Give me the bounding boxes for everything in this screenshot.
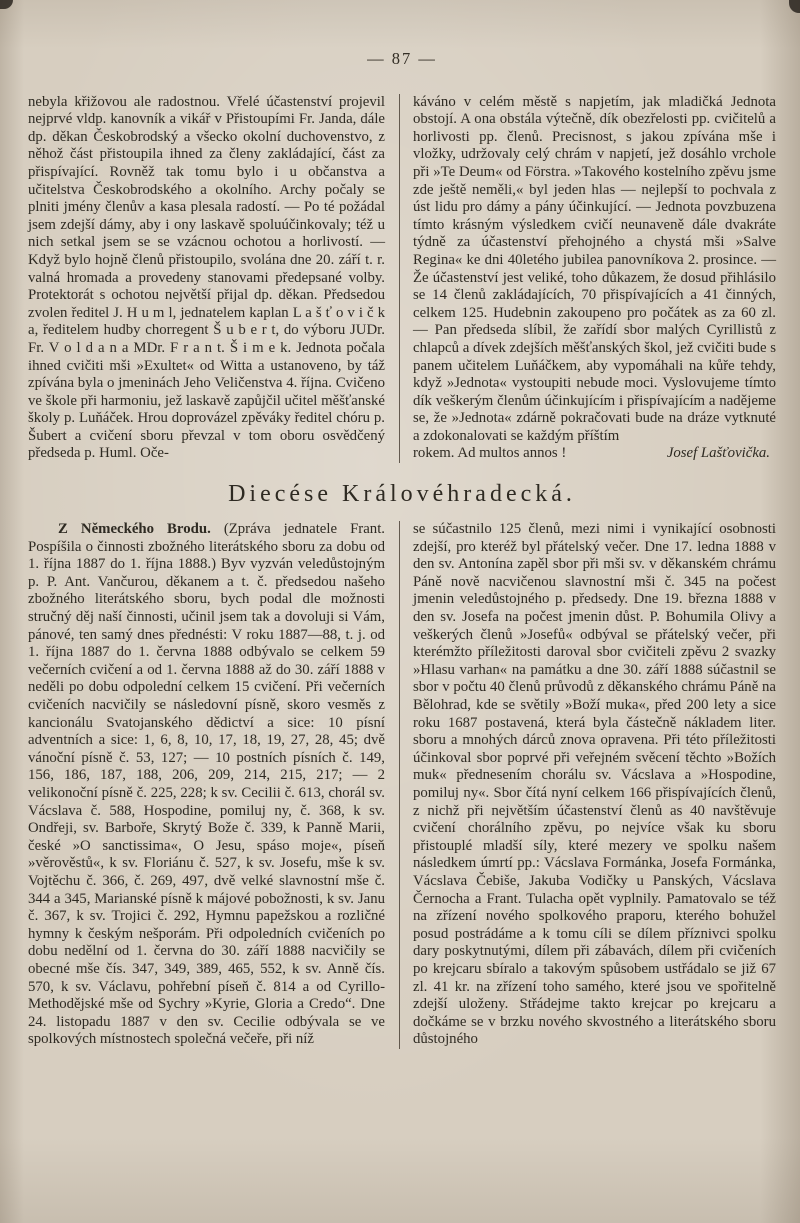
article1-closing-text: rokem. Ad multos annos ! [413,445,567,462]
article1-columns [28,94,776,463]
article1-right-column [400,94,776,463]
article1-left-column [28,94,400,463]
article2-left-paragraph [28,521,385,1049]
article1-right-text: káváno v celém městě s napjetím, jak mladičká Jednota obstojí. A ona obstála výtečně, dík obezřelosti pp. cvičitelů a horlivosti pp. členů. Precisnost, s jakou zpívána mše i vložky, udržovaly celý chrám v napjetí, jež dosáhlo vrchole při »Te Deum« od Förstra. »Takového kostelního zpěvu jsme zde ještě neměli,« byl jeden hlas — nejlepší to pochvala z úst lidu pro dámy a pány účinkující. — Jednota povzbuzena tímto krásným výsledkem cvičí neunaveně dále dvakráte týdně za účastenství přehojného a chystá mši »Salve Regina« ke dni 40letého jubilea panovníkova 2. prosince. — Že účastenství jest veliké, toho důkazem, že dosud přihlásilo se 14 členů zakládajících, 70 přispívajících a 41 činných, celkem 125. Hudebnin zakoupeno pro počátek as za 60 zl. — Pan předseda slíbil, že zařídí sbor malých Cyrillistů z chlapců a dívek zdejších měšťanských škol, jež cvičiti bude s panem učitelem Luňáčkem, aby vypomáhali na kůře tehdy, když »Jednota« vystoupiti nebude moci. Vyslovujeme tímto dík veškerým členům účinkujícím i přispívajícím a nadějeme se, že »Jednota« zdárně pokračovati bude na dráze vytknuté a zdokonalovati se každým příštím [413,93,776,444]
article1-left-text: nebyla křižovou ale radostnou. Vřelé účastenství projevil nejprvé vldp. kanovník a vikář v Přistoupími Fr. Janda, dále dp. děkan Českobrodský a všecko okolní duchovenstvo, z něhož část přistoupila ihned za členy zakládající, část za přispívající. Rovněž tak tomu bylo i u občanstva a učitelstva Českobrodského a okolního. Archy počaly se plniti jmény členův a kasa plesala radostí. — Po té požádal jsem zdejší dámy, aby i ony laskavě spoluúčinkovaly; též u nich setkal jsem se se vzácnou ochotou a horlivostí. — Když bylo hojně členů přistoupilo, svolána dne 20. září t. r. valná hromada a provedeny stanovami předepsané volby. Protektorát s ochotou největší přijal dp. děkan. Předsedou zvolen ředitel J. H u m l, jednatelem kaplan L a š ť o v i č k a, ředitelem hudby chorregent Š u b e r t, do výboru JUDr. Fr. V o l d a n a MDr. F r a n t. Š i m e k. Jednota počala ihned cvičiti mši »Exultet« od Witta a ustanoveno, by táž zpívána byla o jmeninách Jeho Veličenstva 4. října. Cvičeno ve škole při harmoniu, jež laskavě zapůjčil učitel měšťanské školy p. Luňáček. Hrou doprovázel zpěváky ředitel chóru p. Šubert a cvičení sboru převzal v tom oboru osvědčený předseda p. Huml. Oče- [28,93,385,462]
article1-signature: Josef Lašťovička. [666,445,770,462]
article2-left-text: (Zpráva jednatele Frant. Pospíšila o činnosti zbožného literátského sboru za dobu od 1. října 1887 do 1. října 1888.) Byv vyzván veledůstojným p. P. Ant. Vančurou, děkanem a t. č. předsedou našeho zbožného literátského sboru, bych podal dle možnosti stručný děj naší činnosti, učinil jsem tak a dovoluji si Vám, pánové, ten samý dnes přednésti: V roku 1887—88, t. j. od 1. října 1887 do 1. června 1888 odbývalo se celkem 59 večerních cvičení a od 1. června 1888 až do 30. září 1888 v neděli po dobu odpolední celkem 15 cvičení. Při večerních cvičeních nacvičily se následovní písně, skoro vesměs z kancionálu Svatojanského dědictví a sice: 10 písní adventních a sice: 1, 6, 8, 10, 17, 18, 19, 27, 28, 45; dvě vánoční písně č. 53, 127; — 10 postních písních č. 149, 156, 186, 187, 188, 206, 209, 214, 215, 217; — 2 velikonoční písně č. 225, 228; k sv. Cecilii č. 613, chorál sv. Vácslava č. 588, Hospodine, pomiluj ny, č. 368, k sv. Ondřeji, sv. Barboře, Skrytý Bože č. 339, k Panně Marii, české »O sanctissima«, O Jesu, spáso moje«, píseň »věrověstů«, k sv. Floriánu č. 527, k sv. Josefu, mše k sv. Vojtěchu č. 366, č. 269, 497, dvě velké slavnostní mše č. 344 a 345, Marianské písně k májové pobožnosti, k sv. Janu č. 367, k sv. Trojici č. 292, Hymnu papežskou a rozličné hymny k českým nešporám. Při odpoledních cvičeních po dobu nedělní od 1. června do 30. září 1888 nacvičily se obecné mše čís. 347, 349, 389, 465, 552, k sv. Anně čís. 570, k sv. Václavu, pohřební píseň č. 814 a od Cyrillo-Methodějské mše od Sychry »Kyrie, Gloria a Credo“. Dne 24. listopadu 1887 v den sv. Cecilie odbývala se ve spolkových místnostech společná večeře, při níž [28,521,386,1048]
scan-artifact-corner-top-left [0,0,13,9]
article2-right-text: se súčastnilo 125 členů, mezi nimi i vynikající osobnosti zdejší, pro kteréž byl přátelský večer. Dne 17. ledna 1888 v den sv. Antonína zapěl sbor při mši sv. v děkanském chrámu Páně nově nacvičenou slavnostní mši č. 345 na počest jmenin veledůstojného p. předsedy. Dne 19. března 1888 v den sv. Josefa na počest jmenin důst. P. Bohumila Olivy a veškerých členů »Josefů« odbýval se přátelský večer, při kterémžto příležitosti daroval sbor cvičiteli zpěvu 2 svazky »Hlasu varhan« na památku a dne 30. září 1888 súčastnil se sbor v počtu 40 členů průvodů z děkanského chrámu Páně na Bělohrad, kde se světily »Boží muka«, před 200 lety a sice roku 1687 postavená, která byla částečně nákladem liter. sboru a mnohých dárců znova opravena. Při této příležitosti účinkoval sbor poprvé při veřejném svěcení těchto »Božích muk« přednesením chorálu sv. Vácslava a »Hospodine, pomiluj ny«. Sbor čítá nyní celkem 166 přispívajících členů, z nichž při největším účastenství členů as 40 navštěvuje cvičení chorálního zpěvu, po nejvíce však ku sboru přistouplé mladší síly, které mezery ve spolku našem následkem úmrtí pp.: Vácslava Formánka, Josefa Formánka, Vácslava Čebiše, Jakuba Vodičky u Panských, Vácslava Černocha a Frant. Tulacha opět vyplnily. Pamatovalo se též na zřízení nového spolkového praporu, kterého bohužel posud postrádáme a k tomu cíli se dílem příznivci spolku dary poskytnutými, dílem při zábavách, dílem při cvičeních po krejcaru sbíralo a takovým spůsobem ustřádalo se již 67 zl. 41 kr. na zřízení toho samého, které jsou ve spořitelně zdejší uloženy. Střádejme takto krejcar po krejcaru a dočkáme se v brzku nového skvostného a literátského sboru důstojného [413,521,776,1048]
section-heading-diocese: Diecése Královéhradecká. [228,481,576,508]
article2-right-column [400,521,776,1049]
article2-columns [28,521,776,1049]
article1-signature-line [413,445,776,463]
page-number: — 87 — [367,49,437,68]
article2-left-column [28,521,400,1049]
article2-lead: Z Německého Brodu. [58,521,211,538]
scan-artifact-corner-top-right [789,0,800,13]
